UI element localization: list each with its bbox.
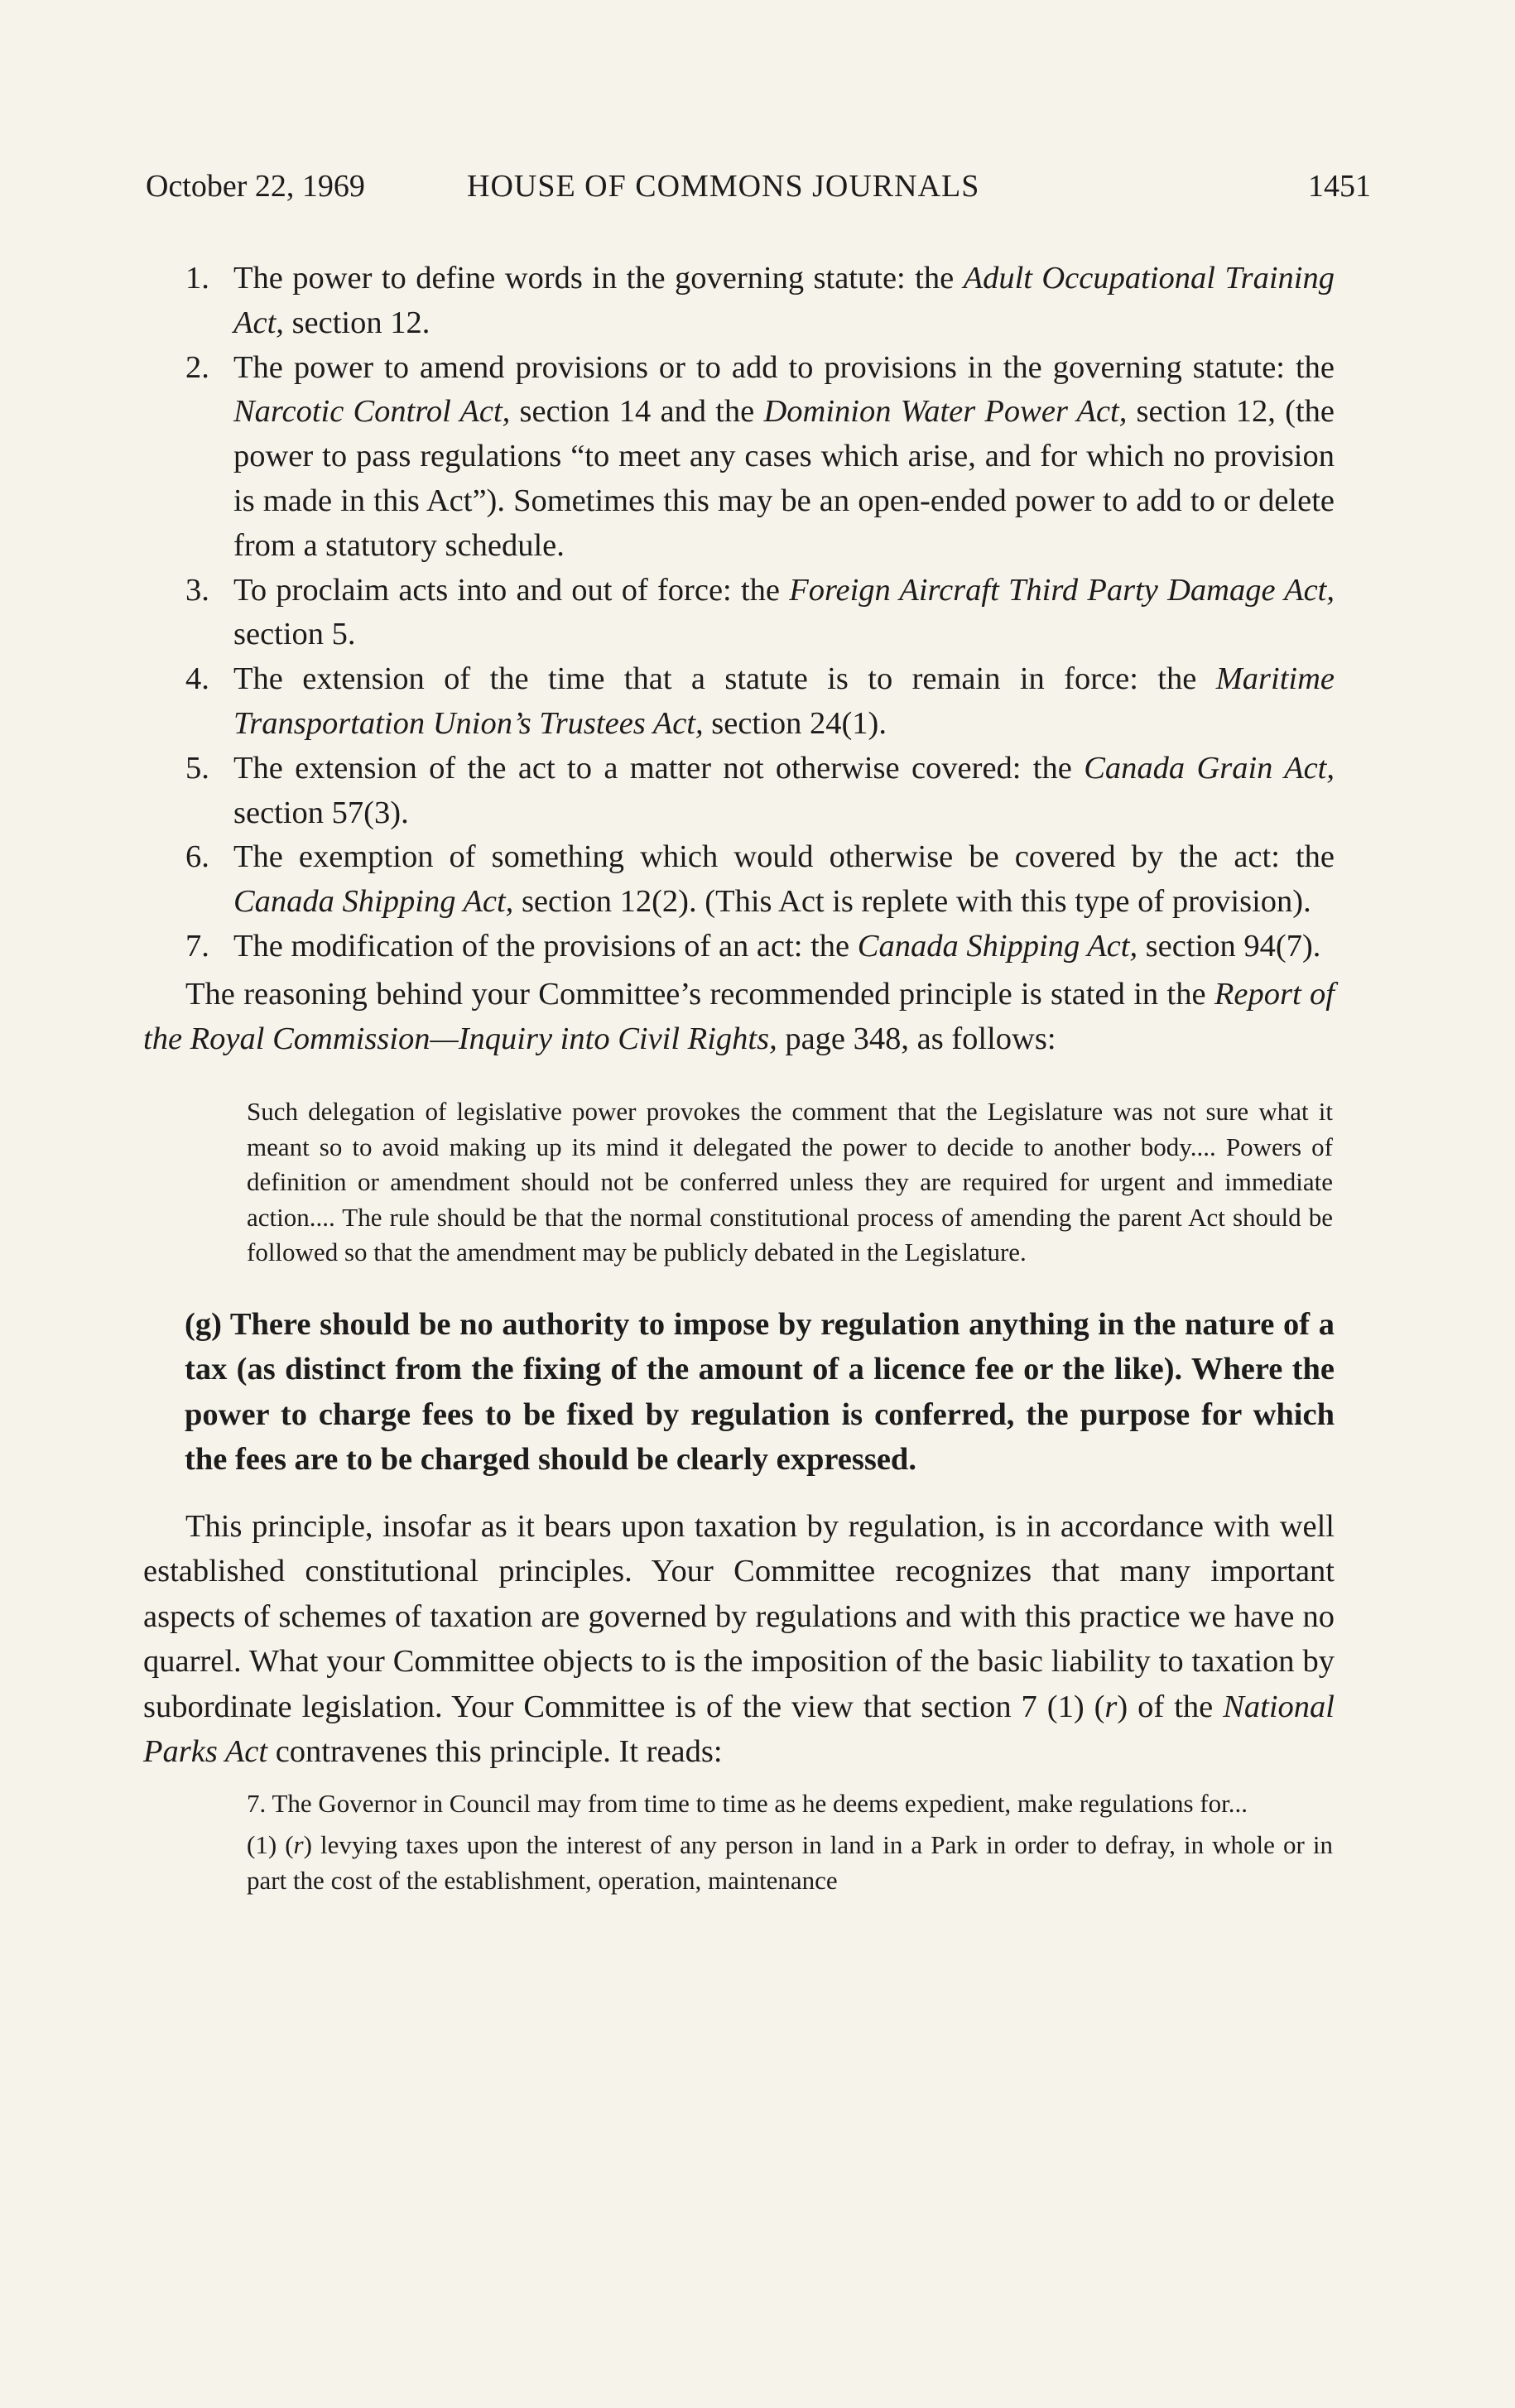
act-name: Canada Shipping Act, xyxy=(233,884,514,920)
item-text: The power to amend provisions or to add to provisions in the governing statute: the xyxy=(233,349,1335,385)
act-name: Canada Shipping Act, xyxy=(857,928,1138,964)
item-number: 2. xyxy=(185,349,209,385)
block-quote: Such delegation of legislative power provokes the comment that the Legislature was not sure what it meant so to avoid making up its mind it delegated the power to decide to another body.... Powers of definition or amendment should not be conferred unless they are required for urgent and immediate action.... The rule should be that the normal constitutional process of amending the parent Act should be followed so that the amendment may be publicly debated in the Legislature. xyxy=(247,1097,1333,1267)
header-date: October 22, 1969 xyxy=(146,169,365,204)
item-text: The power to define words in the governing statute: the xyxy=(233,261,964,296)
taxation-paragraph: This principle, insofar as it bears upon taxation by regulation, is in accordance with well established constitutional principles. Your Committee recognizes that many important aspects of schemes of taxation are governed by regulations and with this practice we have no quarrel. What your Committee objects to is the imposition of the basic liability to taxation by subordinate legislation. Your Committee is of the view that section 7 (1) (r) of the National Parks Act contravenes this principle. It reads: xyxy=(143,1508,1335,1770)
act-name: Foreign Aircraft Third Party Damage Act, xyxy=(789,572,1335,608)
item-text: section 94(7). xyxy=(1137,928,1321,964)
item-number: 5. xyxy=(185,750,209,786)
statute-excerpt: (1) (r) levying taxes upon the interest of any person in land in a Park in order to defray, in whole or in part the cost of the establishment, operation, maintenance xyxy=(247,1830,1333,1895)
report-title: Report of the Royal Commission—Inquiry into Civil Rights, xyxy=(143,976,1335,1056)
list-item xyxy=(185,257,1335,346)
item-text: section 12. xyxy=(283,305,430,340)
reasoning-paragraph: The reasoning behind your Committee’s recommended principle is stated in the Report of the Royal Commission—Inquiry into Civil Rights, page 348, as follows: xyxy=(143,976,1335,1056)
act-name: National Parks Act xyxy=(143,1689,1335,1770)
item-text: section 5. xyxy=(233,617,356,652)
item-text: section 12, (the power to pass regulations “to meet any cases which arise, and for which no provision is made in this Act”). Sometimes this may be an open-ended power to add to or delete from a statutory schedule. xyxy=(233,394,1335,563)
item-text: To proclaim acts into and out of force: the xyxy=(233,572,790,608)
item-text: section 57(3). xyxy=(233,795,409,830)
header-title: HOUSE OF COMMONS JOURNALS xyxy=(467,169,980,204)
list-item xyxy=(185,835,1335,925)
act-name: Dominion Water Power Act, xyxy=(763,394,1128,430)
item-text: The exemption of something which would otherwise be covered by the act: the xyxy=(233,839,1335,875)
principle-g-heading: (g) There should be no authority to impose by regulation anything in the nature of a tax (as distinct from the fixing of the amount of a licence fee or the like). Where the power to charge fees to be fixed by regulation is conferred, the purpose for which the fees are to be charged should be clearly expressed. xyxy=(185,1306,1335,1478)
item-text: section 24(1). xyxy=(703,705,887,741)
page-number: 1451 xyxy=(1308,169,1371,204)
list-item xyxy=(185,657,1335,747)
act-name: Maritime Transportation Union’s Trustees Act, xyxy=(233,661,1335,741)
list-item xyxy=(185,747,1335,836)
item-text: The extension of the act to a matter not otherwise covered: the xyxy=(233,750,1085,786)
item-number: 1. xyxy=(185,261,209,296)
list-item xyxy=(185,346,1335,569)
statute-excerpt: 7. The Governor in Council may from time to time as he deems expedient, make regulations for... xyxy=(247,1788,1248,1818)
act-name: Adult Occupational Training Act, xyxy=(233,261,1335,340)
item-number: 7. xyxy=(185,928,209,964)
item-text: section 14 and the xyxy=(510,394,764,430)
item-number: 4. xyxy=(185,661,209,697)
act-name: Narcotic Control Act, xyxy=(233,394,511,430)
item-number: 3. xyxy=(185,572,209,608)
item-text: The extension of the time that a statute is to remain in force: the xyxy=(233,661,1216,697)
item-text: section 12(2). (This Act is replete with this type of provision). xyxy=(513,884,1311,920)
item-text: The modification of the provisions of an act: the xyxy=(233,928,858,964)
act-name: Canada Grain Act, xyxy=(1084,750,1335,786)
page-body xyxy=(143,257,1335,1898)
delegated-powers-list xyxy=(185,257,1335,969)
list-item xyxy=(185,925,1335,969)
item-number: 6. xyxy=(185,839,209,875)
list-item xyxy=(185,569,1335,658)
